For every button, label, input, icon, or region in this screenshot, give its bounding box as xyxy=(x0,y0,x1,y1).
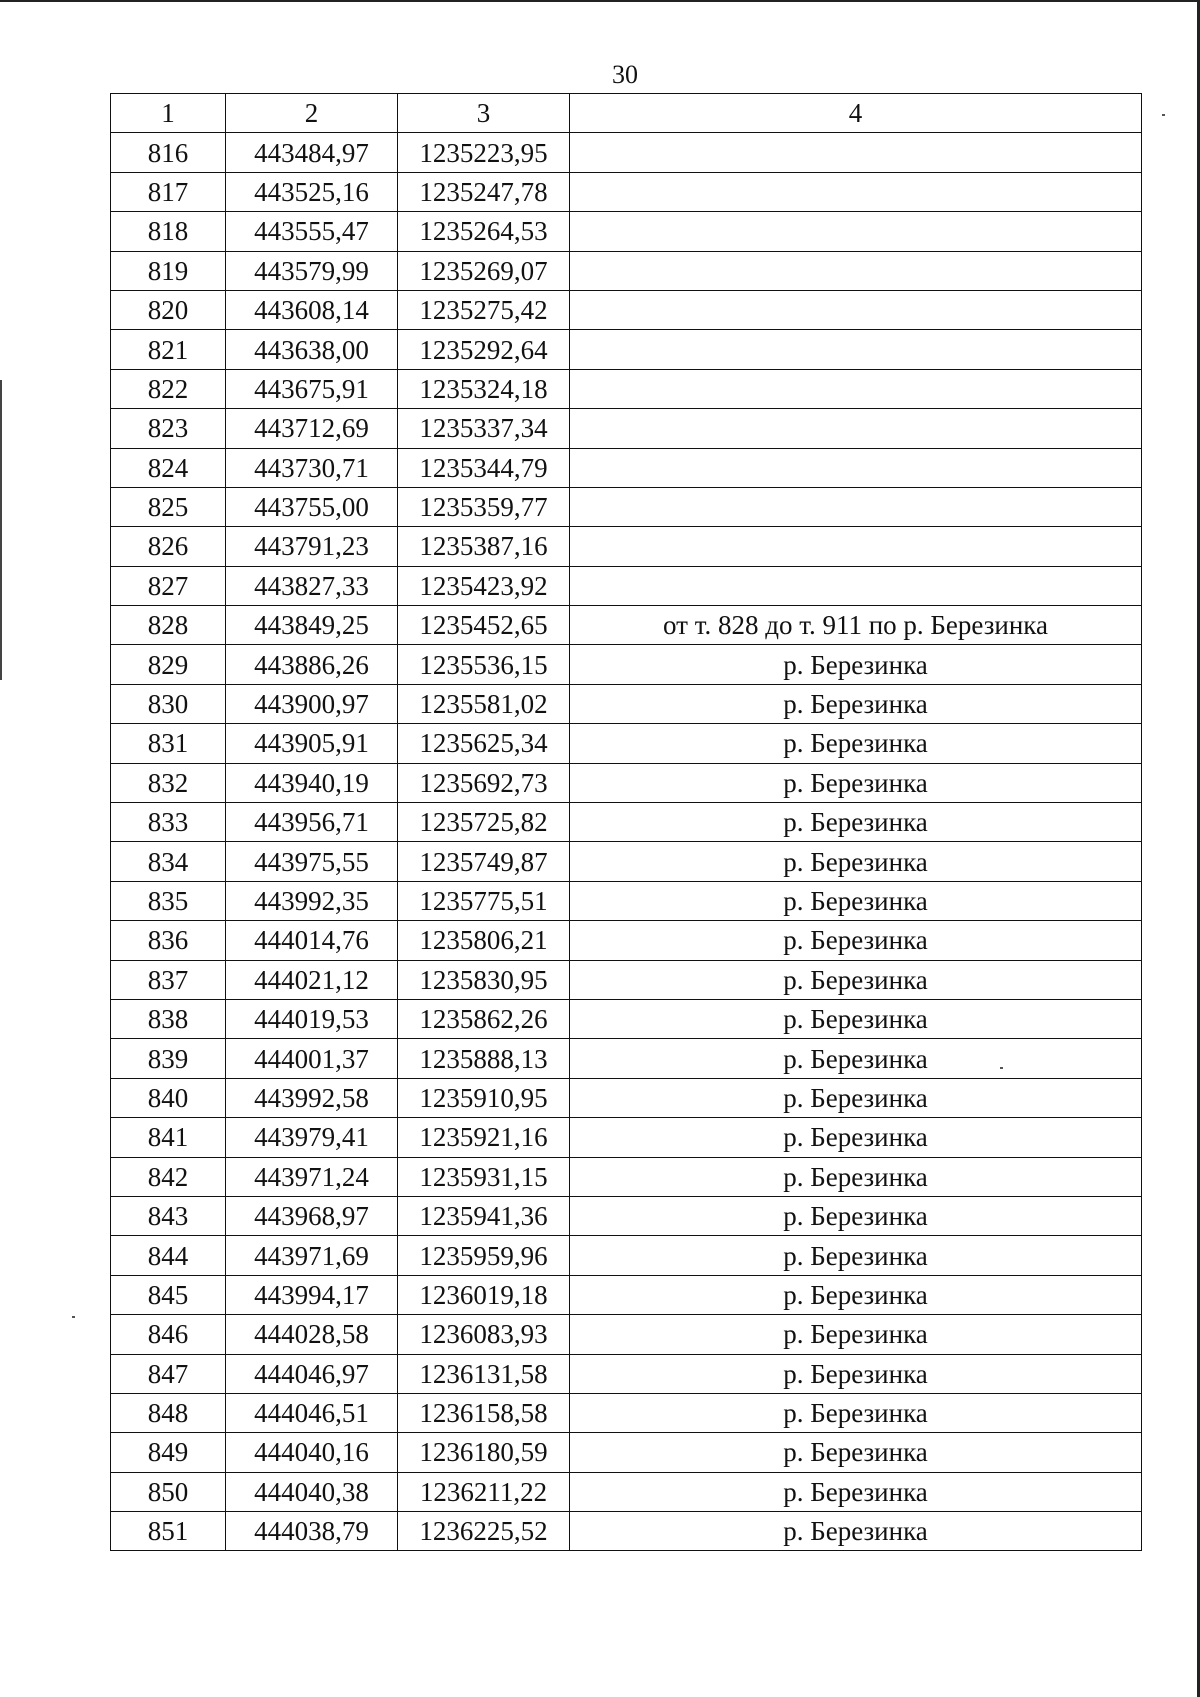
cell-y-coordinate: 1236083,93 xyxy=(398,1315,570,1354)
table-row xyxy=(111,1196,1142,1235)
cell-x-coordinate: 443992,58 xyxy=(226,1078,398,1117)
cell-description: р. Березинка xyxy=(570,684,1142,723)
cell-description xyxy=(570,369,1142,408)
cell-point-number: 832 xyxy=(111,763,226,802)
cell-y-coordinate: 1236158,58 xyxy=(398,1393,570,1432)
cell-point-number: 827 xyxy=(111,566,226,605)
cell-description: р. Березинка xyxy=(570,960,1142,999)
table-body xyxy=(111,133,1142,1551)
cell-point-number: 821 xyxy=(111,330,226,369)
cell-y-coordinate: 1236131,58 xyxy=(398,1354,570,1393)
cell-y-coordinate: 1235888,13 xyxy=(398,1039,570,1078)
cell-description: от т. 828 до т. 911 по р. Березинка xyxy=(570,606,1142,645)
cell-x-coordinate: 443525,16 xyxy=(226,172,398,211)
table-row xyxy=(111,921,1142,960)
table-row xyxy=(111,1354,1142,1393)
cell-x-coordinate: 443900,97 xyxy=(226,684,398,723)
cell-description: р. Березинка xyxy=(570,1393,1142,1432)
cell-point-number: 833 xyxy=(111,803,226,842)
cell-point-number: 846 xyxy=(111,1315,226,1354)
table-row xyxy=(111,1275,1142,1314)
cell-y-coordinate: 1235692,73 xyxy=(398,763,570,802)
cell-y-coordinate: 1235625,34 xyxy=(398,724,570,763)
column-header-point: 1 xyxy=(111,94,226,133)
cell-point-number: 835 xyxy=(111,881,226,920)
cell-description: р. Березинка xyxy=(570,999,1142,1038)
cell-y-coordinate: 1235247,78 xyxy=(398,172,570,211)
cell-point-number: 842 xyxy=(111,1157,226,1196)
cell-x-coordinate: 443975,55 xyxy=(226,842,398,881)
cell-x-coordinate: 443956,71 xyxy=(226,803,398,842)
cell-point-number: 839 xyxy=(111,1039,226,1078)
table-row xyxy=(111,133,1142,172)
cell-y-coordinate: 1236019,18 xyxy=(398,1275,570,1314)
cell-description: р. Березинка xyxy=(570,1472,1142,1511)
cell-point-number: 840 xyxy=(111,1078,226,1117)
table-row xyxy=(111,566,1142,605)
scan-speck xyxy=(1162,114,1165,116)
scan-edge-left xyxy=(0,380,2,680)
table-row xyxy=(111,960,1142,999)
table-row xyxy=(111,881,1142,920)
cell-description: р. Березинка xyxy=(570,1354,1142,1393)
table-row xyxy=(111,330,1142,369)
cell-description: р. Березинка xyxy=(570,1157,1142,1196)
cell-x-coordinate: 444014,76 xyxy=(226,921,398,960)
cell-y-coordinate: 1235344,79 xyxy=(398,448,570,487)
cell-point-number: 836 xyxy=(111,921,226,960)
cell-x-coordinate: 443730,71 xyxy=(226,448,398,487)
table-row xyxy=(111,645,1142,684)
cell-x-coordinate: 443979,41 xyxy=(226,1118,398,1157)
table-row xyxy=(111,527,1142,566)
cell-y-coordinate: 1235806,21 xyxy=(398,921,570,960)
table-row xyxy=(111,684,1142,723)
cell-description: р. Березинка xyxy=(570,1512,1142,1551)
table-row xyxy=(111,724,1142,763)
table-row xyxy=(111,842,1142,881)
table-row xyxy=(111,172,1142,211)
cell-x-coordinate: 443992,35 xyxy=(226,881,398,920)
cell-y-coordinate: 1235423,92 xyxy=(398,566,570,605)
cell-description xyxy=(570,330,1142,369)
cell-y-coordinate: 1235452,65 xyxy=(398,606,570,645)
cell-description: р. Березинка xyxy=(570,1433,1142,1472)
cell-point-number: 848 xyxy=(111,1393,226,1432)
cell-point-number: 847 xyxy=(111,1354,226,1393)
cell-description xyxy=(570,448,1142,487)
cell-point-number: 834 xyxy=(111,842,226,881)
cell-y-coordinate: 1235830,95 xyxy=(398,960,570,999)
table-row xyxy=(111,1393,1142,1432)
table-row xyxy=(111,487,1142,526)
cell-y-coordinate: 1235387,16 xyxy=(398,527,570,566)
cell-point-number: 825 xyxy=(111,487,226,526)
cell-point-number: 843 xyxy=(111,1196,226,1235)
cell-x-coordinate: 443555,47 xyxy=(226,212,398,251)
cell-x-coordinate: 444019,53 xyxy=(226,999,398,1038)
cell-x-coordinate: 443484,97 xyxy=(226,133,398,172)
cell-description: р. Березинка xyxy=(570,645,1142,684)
table-row xyxy=(111,1512,1142,1551)
cell-description: р. Березинка xyxy=(570,1315,1142,1354)
cell-y-coordinate: 1236225,52 xyxy=(398,1512,570,1551)
cell-point-number: 841 xyxy=(111,1118,226,1157)
cell-description: р. Березинка xyxy=(570,1275,1142,1314)
cell-x-coordinate: 444038,79 xyxy=(226,1512,398,1551)
cell-description: р. Березинка xyxy=(570,1078,1142,1117)
cell-point-number: 849 xyxy=(111,1433,226,1472)
cell-description xyxy=(570,251,1142,290)
scan-edge-top xyxy=(0,0,1200,2)
scan-speck xyxy=(72,1316,75,1318)
cell-description: р. Березинка xyxy=(570,921,1142,960)
cell-x-coordinate: 444046,97 xyxy=(226,1354,398,1393)
cell-y-coordinate: 1235359,77 xyxy=(398,487,570,526)
cell-x-coordinate: 443579,99 xyxy=(226,251,398,290)
table-row xyxy=(111,409,1142,448)
cell-x-coordinate: 444001,37 xyxy=(226,1039,398,1078)
cell-x-coordinate: 444040,38 xyxy=(226,1472,398,1511)
cell-y-coordinate: 1235941,36 xyxy=(398,1196,570,1235)
cell-x-coordinate: 443791,23 xyxy=(226,527,398,566)
cell-point-number: 838 xyxy=(111,999,226,1038)
cell-description xyxy=(570,566,1142,605)
cell-x-coordinate: 443968,97 xyxy=(226,1196,398,1235)
cell-x-coordinate: 443971,69 xyxy=(226,1236,398,1275)
cell-x-coordinate: 443940,19 xyxy=(226,763,398,802)
cell-description xyxy=(570,527,1142,566)
cell-point-number: 823 xyxy=(111,409,226,448)
table-row xyxy=(111,999,1142,1038)
cell-y-coordinate: 1235337,34 xyxy=(398,409,570,448)
table-row xyxy=(111,763,1142,802)
cell-x-coordinate: 443712,69 xyxy=(226,409,398,448)
coordinates-table xyxy=(110,93,1142,1551)
cell-x-coordinate: 443608,14 xyxy=(226,290,398,329)
cell-point-number: 850 xyxy=(111,1472,226,1511)
cell-point-number: 845 xyxy=(111,1275,226,1314)
cell-y-coordinate: 1235292,64 xyxy=(398,330,570,369)
cell-x-coordinate: 444046,51 xyxy=(226,1393,398,1432)
table-row xyxy=(111,251,1142,290)
cell-point-number: 820 xyxy=(111,290,226,329)
cell-point-number: 818 xyxy=(111,212,226,251)
table-row xyxy=(111,448,1142,487)
cell-y-coordinate: 1236180,59 xyxy=(398,1433,570,1472)
cell-description xyxy=(570,487,1142,526)
cell-point-number: 826 xyxy=(111,527,226,566)
cell-point-number: 844 xyxy=(111,1236,226,1275)
cell-point-number: 822 xyxy=(111,369,226,408)
cell-point-number: 831 xyxy=(111,724,226,763)
cell-description: р. Березинка xyxy=(570,1039,1142,1078)
cell-point-number: 837 xyxy=(111,960,226,999)
cell-y-coordinate: 1236211,22 xyxy=(398,1472,570,1511)
cell-y-coordinate: 1235324,18 xyxy=(398,369,570,408)
table-row xyxy=(111,803,1142,842)
table-row xyxy=(111,1472,1142,1511)
cell-y-coordinate: 1235775,51 xyxy=(398,881,570,920)
cell-description: р. Березинка xyxy=(570,842,1142,881)
table-row xyxy=(111,1118,1142,1157)
cell-y-coordinate: 1235264,53 xyxy=(398,212,570,251)
cell-y-coordinate: 1235725,82 xyxy=(398,803,570,842)
cell-x-coordinate: 443994,17 xyxy=(226,1275,398,1314)
cell-y-coordinate: 1235931,15 xyxy=(398,1157,570,1196)
cell-description xyxy=(570,133,1142,172)
cell-x-coordinate: 443971,24 xyxy=(226,1157,398,1196)
cell-y-coordinate: 1235959,96 xyxy=(398,1236,570,1275)
cell-x-coordinate: 443905,91 xyxy=(226,724,398,763)
cell-description xyxy=(570,212,1142,251)
table-row xyxy=(111,1433,1142,1472)
cell-point-number: 816 xyxy=(111,133,226,172)
cell-x-coordinate: 443755,00 xyxy=(226,487,398,526)
table-row xyxy=(111,1315,1142,1354)
cell-x-coordinate: 443638,00 xyxy=(226,330,398,369)
cell-description: р. Березинка xyxy=(570,1118,1142,1157)
cell-y-coordinate: 1235749,87 xyxy=(398,842,570,881)
cell-y-coordinate: 1235862,26 xyxy=(398,999,570,1038)
cell-description: р. Березинка xyxy=(570,881,1142,920)
cell-description: р. Березинка xyxy=(570,1196,1142,1235)
cell-point-number: 829 xyxy=(111,645,226,684)
cell-description xyxy=(570,409,1142,448)
cell-y-coordinate: 1235910,95 xyxy=(398,1078,570,1117)
cell-point-number: 828 xyxy=(111,606,226,645)
table-row xyxy=(111,1236,1142,1275)
cell-y-coordinate: 1235536,15 xyxy=(398,645,570,684)
table-row xyxy=(111,1078,1142,1117)
cell-description: р. Березинка xyxy=(570,1236,1142,1275)
cell-description: р. Березинка xyxy=(570,763,1142,802)
table-row xyxy=(111,369,1142,408)
cell-x-coordinate: 443827,33 xyxy=(226,566,398,605)
cell-description: р. Березинка xyxy=(570,803,1142,842)
cell-y-coordinate: 1235581,02 xyxy=(398,684,570,723)
cell-y-coordinate: 1235269,07 xyxy=(398,251,570,290)
cell-description: р. Березинка xyxy=(570,724,1142,763)
table-row xyxy=(111,290,1142,329)
cell-point-number: 817 xyxy=(111,172,226,211)
cell-x-coordinate: 443886,26 xyxy=(226,645,398,684)
cell-description xyxy=(570,172,1142,211)
table-row xyxy=(111,1157,1142,1196)
cell-x-coordinate: 444028,58 xyxy=(226,1315,398,1354)
cell-point-number: 851 xyxy=(111,1512,226,1551)
table-row xyxy=(111,1039,1142,1078)
cell-y-coordinate: 1235275,42 xyxy=(398,290,570,329)
cell-point-number: 824 xyxy=(111,448,226,487)
cell-point-number: 830 xyxy=(111,684,226,723)
cell-x-coordinate: 444021,12 xyxy=(226,960,398,999)
column-header-description: 4 xyxy=(570,94,1142,133)
cell-x-coordinate: 443675,91 xyxy=(226,369,398,408)
cell-y-coordinate: 1235921,16 xyxy=(398,1118,570,1157)
table-row xyxy=(111,606,1142,645)
column-header-y: 3 xyxy=(398,94,570,133)
cell-y-coordinate: 1235223,95 xyxy=(398,133,570,172)
cell-point-number: 819 xyxy=(111,251,226,290)
column-header-x: 2 xyxy=(226,94,398,133)
cell-description xyxy=(570,290,1142,329)
cell-x-coordinate: 444040,16 xyxy=(226,1433,398,1472)
table-header-row xyxy=(111,94,1142,133)
table-row xyxy=(111,212,1142,251)
page-number: 30 xyxy=(612,60,638,89)
cell-x-coordinate: 443849,25 xyxy=(226,606,398,645)
